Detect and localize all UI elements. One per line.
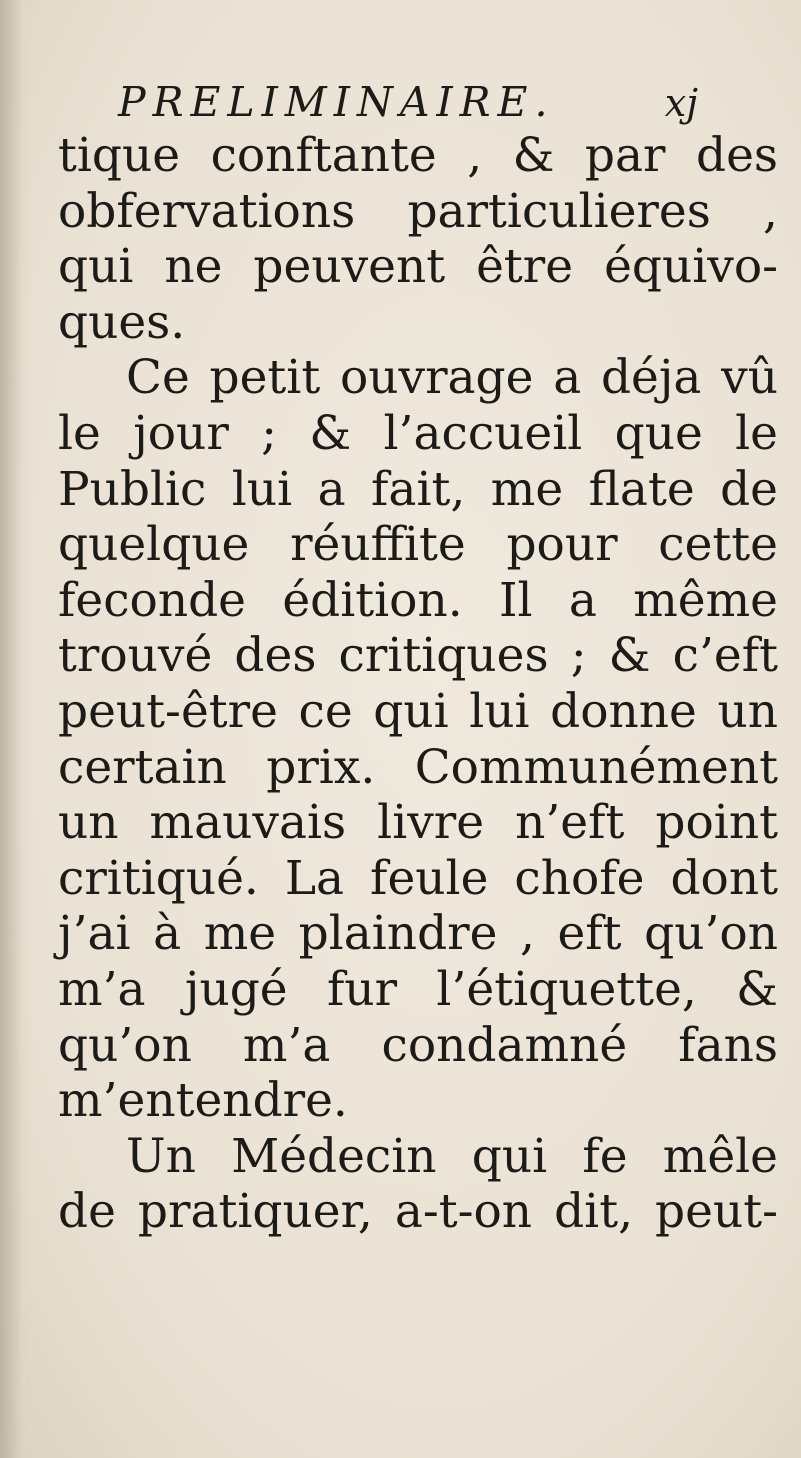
text-line: Public lui a fait, me flate de (58, 461, 778, 517)
text-line: Ce petit ouvrage a déja vû (126, 350, 778, 406)
text-line: m’entendre. (58, 1073, 348, 1129)
text-line: qu’on m’a condamné fans (58, 1017, 778, 1073)
page-header (118, 78, 698, 126)
body-text (58, 128, 778, 1240)
text-line: trouvé des critiques ; & c’eft (58, 628, 778, 684)
text-line: peut-être ce qui lui donne un (58, 683, 778, 739)
text-line: obfervations particulieres , (58, 183, 778, 239)
text-line: de pratiquer, a-t-on dit, peut- (58, 1184, 778, 1240)
text-line: certain prix. Communément (58, 739, 778, 795)
text-line: ques. (58, 294, 186, 350)
text-line: m’a jugé fur l’étiquette, & (58, 961, 778, 1017)
binding-shadow (0, 0, 32, 1458)
text-line: tique conftante , & par des (58, 128, 778, 183)
running-head: PRELIMINAIRE. (118, 78, 555, 126)
text-line: Un Médecin qui fe mêle (126, 1128, 778, 1184)
text-line: j’ai à me plaindre , eft qu’on (58, 906, 778, 962)
text-line: qui ne peuvent être équivo- (58, 239, 778, 295)
text-line: critiqué. La feule chofe dont (58, 850, 778, 906)
text-line: quelque réuffite pour cette (58, 517, 778, 573)
text-line: le jour ; & l’accueil que le (58, 405, 778, 461)
text-line: feconde édition. Il a même (58, 572, 778, 628)
text-line: un mauvais livre n’eft point (58, 795, 778, 851)
page-number: xj (664, 81, 698, 125)
